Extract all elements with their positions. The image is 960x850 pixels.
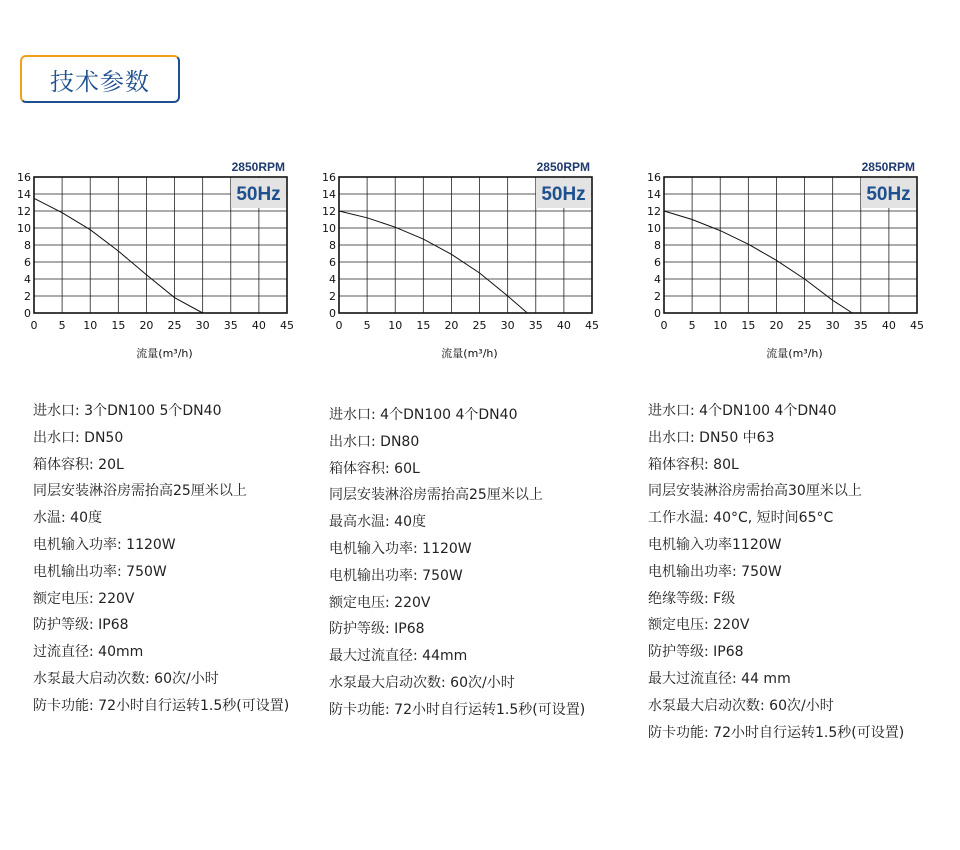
y-tick-label: 0 <box>654 307 661 320</box>
y-tick-label: 12 <box>17 205 31 218</box>
spec-item: 最大过流直径: 44mm <box>329 648 468 665</box>
section-title: 技术参数 <box>50 67 150 96</box>
y-tick-label: 8 <box>24 239 31 252</box>
spec-item: 最高水温: 40度 <box>329 514 426 531</box>
x-tick-label: 40 <box>251 319 266 332</box>
y-tick-label: 14 <box>322 188 336 201</box>
x-tick-label: 40 <box>881 319 896 332</box>
y-tick-label: 8 <box>654 239 661 252</box>
y-tick-label: 6 <box>24 256 31 269</box>
x-tick-label: 20 <box>139 319 154 332</box>
spec-item: 防卡功能: 72小时自行运转1.5秒(可设置) <box>648 724 905 741</box>
spec-item: 防护等级: IP68 <box>329 621 425 638</box>
spec-item: 水温: 40度 <box>33 510 102 527</box>
x-tick-label: 15 <box>741 319 756 332</box>
spec-item: 防护等级: IP68 <box>33 617 129 634</box>
y-tick-label: 14 <box>647 188 661 201</box>
section-title-box <box>20 55 180 103</box>
y-tick-label: 12 <box>322 205 336 218</box>
x-tick-label: 10 <box>713 319 728 332</box>
spec-item: 绝缘等级: F级 <box>648 590 736 607</box>
rpm-label: 2850RPM <box>231 160 285 174</box>
spec-item: 电机输出功率: 750W <box>648 563 782 580</box>
spec-item: 水泵最大启动次数: 60次/小时 <box>33 670 219 687</box>
spec-item: 工作水温: 40°C, 短时间65°C <box>648 510 834 527</box>
y-tick-label: 6 <box>329 256 336 269</box>
y-tick-label: 12 <box>647 205 661 218</box>
hz-label: 50Hz <box>541 184 586 205</box>
spec-item: 出水口: DN50 中63 <box>648 429 775 446</box>
spec-item: 同层安装淋浴房需抬高25厘米以上 <box>33 483 247 500</box>
y-tick-label: 4 <box>329 273 336 286</box>
y-tick-label: 10 <box>17 222 31 235</box>
x-tick-label: 45 <box>910 319 924 332</box>
x-tick-label: 5 <box>688 319 696 332</box>
y-tick-label: 10 <box>647 222 661 235</box>
y-tick-label: 16 <box>17 171 31 184</box>
spec-item: 进水口: 4个DN100 4个DN40 <box>648 403 837 419</box>
x-tick-label: 15 <box>416 319 431 332</box>
x-tick-label: 35 <box>853 319 868 332</box>
y-tick-label: 16 <box>647 171 661 184</box>
y-tick-label: 2 <box>329 290 336 303</box>
x-tick-label: 25 <box>472 319 487 332</box>
chart-svg <box>630 155 930 360</box>
y-tick-label: 14 <box>17 188 31 201</box>
spec-item: 电机输出功率: 750W <box>329 567 463 584</box>
x-axis-label: 流量(m³/h) <box>441 347 498 360</box>
spec-item: 防卡功能: 72小时自行运转1.5秒(可设置) <box>33 697 290 714</box>
spec-item: 进水口: 4个DN100 4个DN40 <box>329 407 518 423</box>
x-tick-label: 20 <box>444 319 459 332</box>
spec-item: 额定电压: 220V <box>33 590 135 607</box>
spec-item: 过流直径: 40mm <box>33 644 144 661</box>
spec-item: 同层安装淋浴房需抬高25厘米以上 <box>329 487 543 504</box>
x-tick-label: 30 <box>195 319 210 332</box>
pump-curve-chart-3 <box>630 155 930 360</box>
x-tick-label: 15 <box>111 319 126 332</box>
x-tick-label: 10 <box>83 319 98 332</box>
spec-item: 水泵最大启动次数: 60次/小时 <box>329 674 515 691</box>
spec-item: 出水口: DN80 <box>329 433 420 450</box>
spec-item: 电机输出功率: 750W <box>33 563 167 580</box>
x-tick-label: 25 <box>167 319 182 332</box>
x-tick-label: 40 <box>556 319 571 332</box>
x-tick-label: 0 <box>30 319 38 332</box>
x-tick-label: 30 <box>500 319 515 332</box>
chart-svg <box>0 155 300 360</box>
rpm-label: 2850RPM <box>536 160 590 174</box>
spec-item: 最大过流直径: 44 mm <box>648 670 791 687</box>
x-tick-label: 45 <box>280 319 294 332</box>
hz-label: 50Hz <box>236 184 281 205</box>
spec-item: 同层安装淋浴房需抬高30厘米以上 <box>648 483 862 500</box>
x-tick-label: 35 <box>528 319 543 332</box>
hz-label: 50Hz <box>866 184 911 205</box>
spec-item: 箱体容积: 80L <box>648 456 739 473</box>
x-axis-label: 流量(m³/h) <box>766 347 823 360</box>
spec-list-3 <box>648 398 904 746</box>
spec-item: 防卡功能: 72小时自行运转1.5秒(可设置) <box>329 701 586 718</box>
x-tick-label: 0 <box>660 319 668 332</box>
spec-item: 防护等级: IP68 <box>648 644 744 661</box>
x-tick-label: 35 <box>223 319 238 332</box>
spec-item: 水泵最大启动次数: 60次/小时 <box>648 697 834 714</box>
y-tick-label: 0 <box>329 307 336 320</box>
y-tick-label: 2 <box>654 290 661 303</box>
spec-item: 出水口: DN50 <box>33 429 124 446</box>
y-tick-label: 10 <box>322 222 336 235</box>
chart-svg <box>305 155 605 360</box>
spec-item: 电机输入功率: 1120W <box>33 536 176 553</box>
x-tick-label: 45 <box>585 319 599 332</box>
x-tick-label: 25 <box>797 319 812 332</box>
x-tick-label: 30 <box>825 319 840 332</box>
spec-list-1 <box>33 398 289 720</box>
y-tick-label: 4 <box>24 273 31 286</box>
spec-item: 进水口: 3个DN100 5个DN40 <box>33 403 222 419</box>
spec-item: 额定电压: 220V <box>648 617 750 634</box>
x-tick-label: 10 <box>388 319 403 332</box>
spec-item: 额定电压: 220V <box>329 594 431 611</box>
x-tick-label: 20 <box>769 319 784 332</box>
spec-item: 电机输入功率: 1120W <box>329 540 472 557</box>
y-tick-label: 16 <box>322 171 336 184</box>
spec-item: 电机输入功率1120W <box>648 536 782 553</box>
x-tick-label: 5 <box>363 319 371 332</box>
spec-item: 箱体容积: 60L <box>329 460 420 477</box>
spec-list-2 <box>329 402 585 724</box>
y-tick-label: 2 <box>24 290 31 303</box>
pump-curve-chart-2 <box>305 155 605 360</box>
y-tick-label: 6 <box>654 256 661 269</box>
y-tick-label: 0 <box>24 307 31 320</box>
rpm-label: 2850RPM <box>861 160 915 174</box>
x-tick-label: 5 <box>58 319 66 332</box>
pump-curve-chart-1 <box>0 155 300 360</box>
y-tick-label: 4 <box>654 273 661 286</box>
x-tick-label: 0 <box>335 319 343 332</box>
y-tick-label: 8 <box>329 239 336 252</box>
x-axis-label: 流量(m³/h) <box>136 347 193 360</box>
spec-item: 箱体容积: 20L <box>33 456 124 473</box>
